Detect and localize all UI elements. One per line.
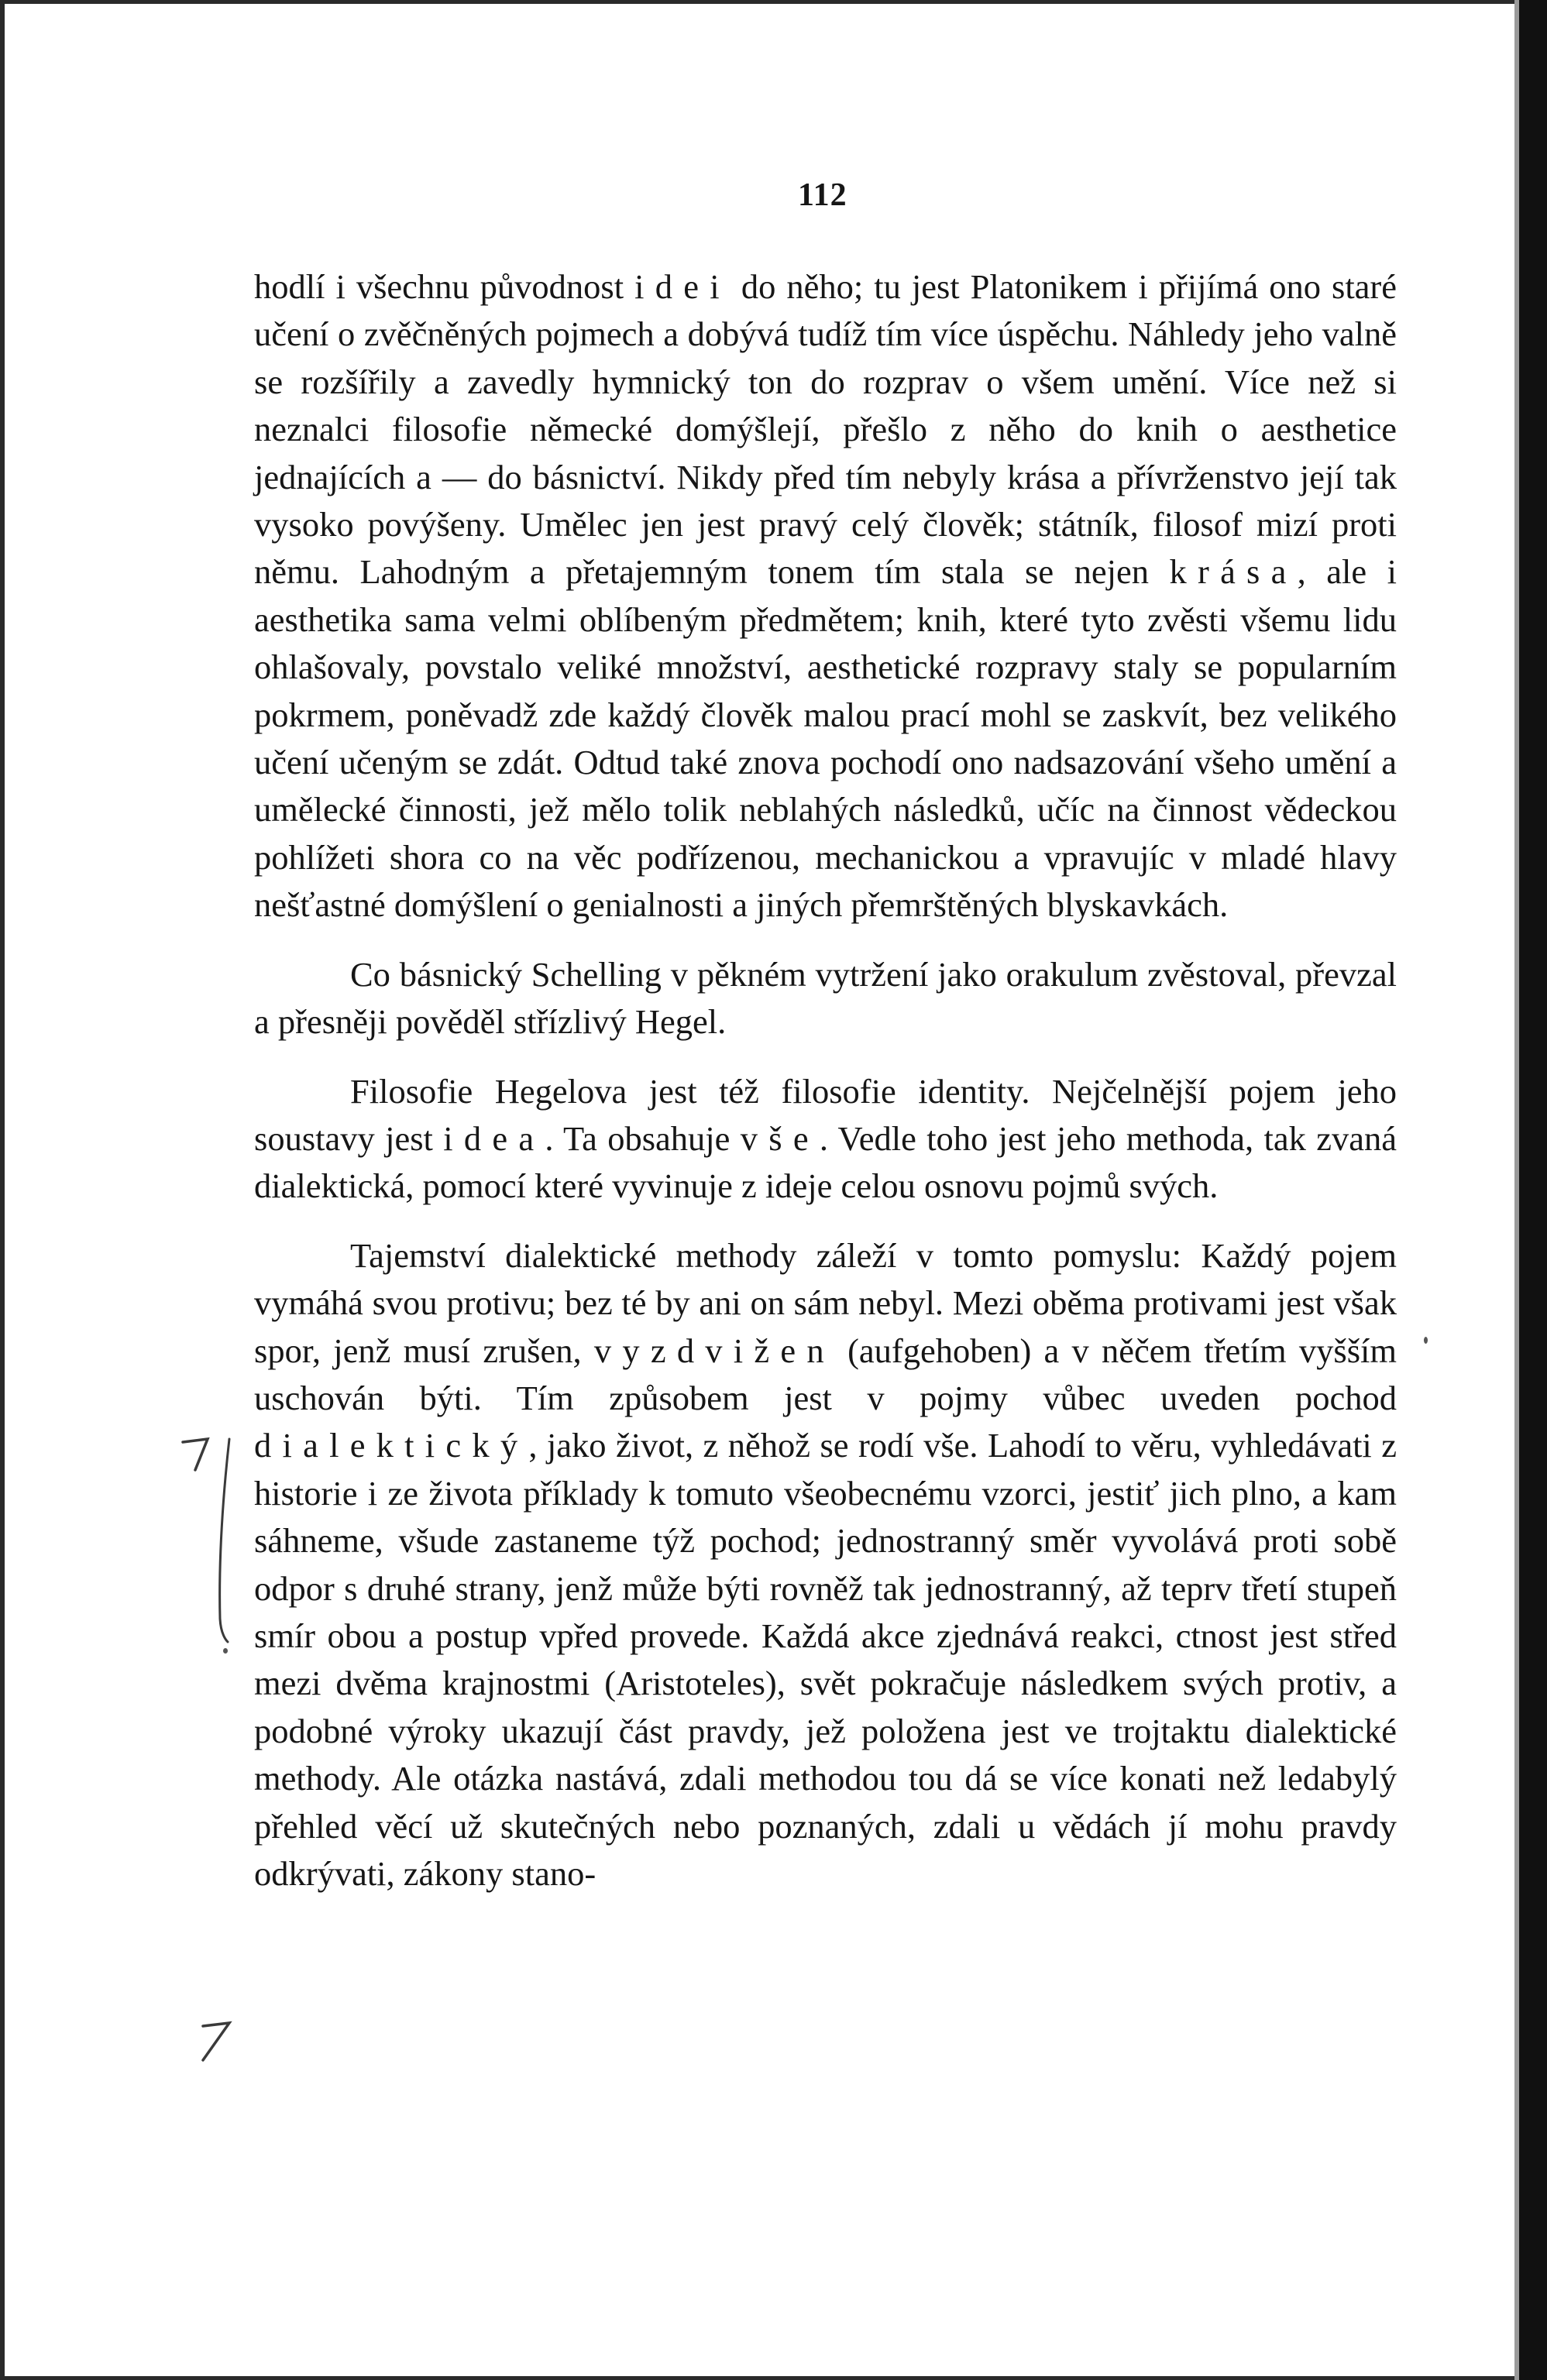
paragraph-2 xyxy=(254,951,1397,1046)
emphasis-spaced-text: dialektický xyxy=(254,1426,529,1465)
emphasis-spaced-text: krása xyxy=(1169,552,1298,592)
body-text xyxy=(254,263,1397,1897)
text-run: , ale i aesthetika sama velmi oblíbeným předmětem; knih, které tyto zvěsti všemu lidu ohlašovaly, povstalo veliké množství, aesthetické rozpravy staly se popularním pokrmem, poněvadž zde každý člověk malou prací mohl se zaskvít, bez velikého učení učeným se zdát. Odtud také znova pochodí ono nadsazování všeho umění a umělecké činnosti, jež mělo tolik neblahých následků, učíc na činnost vědeckou pohlížeti shora co na věc podřízenou, mechanickou a vpravujíc v mladé hlavy nešťastné domýšlení o genialnosti a jiných přemrštěných blyskavkách. xyxy=(254,552,1397,925)
text-run: , jako život, z něhož se rodí vše. Lahodí to věru, vyhledávati z historie i ze života příklady k tomuto všeobecnému vzorci, jestiť jich plno, a kam sáhneme, všude zastaneme týž pochod; jednostranný směr vyvolává proti sobě odpor s druhé strany, jenž může býti rovněž tak jednostranný, až teprv třetí stupeň smír obou a postup vpřed provede. Každá akce zjednává reakci, ctnost jest střed mezi dvěma krajnostmi (Aristoteles), svět pokračuje následkem svých protiv, a podobné výroky ukazují část pravdy, jež položena jest ve trojtaktu dialektické methody. Ale otázka nastává, zdali methodou tou dá se více konati než ledabylý přehled věcí už skutečných nebo poznaných, zdali u vědách jí mohu pravdy odkrývati, zákony stano- xyxy=(254,1426,1397,1893)
text-run: Tajemství dialektické methody záleží v tomto pomyslu: Každý pojem vymáhá svou protivu; bez té by ani on sám nebyl. Mezi oběma protivami jest však spor, jenž musí zrušen, xyxy=(254,1235,1397,1370)
text-run: Filosofie Hegelova jest též filosofie identity. Nejčelnější pojem jeho soustavy jest xyxy=(254,1071,1397,1158)
paragraph-1 xyxy=(254,263,1397,929)
paragraph-4 xyxy=(254,1232,1397,1898)
text-run: do něho; tu jest Platonikem i přijímá ono staré učení o zvěčněných pojmech a dobývá tudíž tím více úspěchu. Náhledy jeho valně se rozšířily a zavedly hymnický ton do rozprav o všem umění. Více než si neznalci filosofie německé domýšlejí, přešlo z něho do knih o aesthetice jednajících a — do básnictví. Nikdy před tím nebyly krása a přívrženstvo její tak vysoko povýšeny. Umělec jen jest pravý celý člověk; státník, filosof mizí proti němu. Lahodným a přetajemným tonem tím stala se nejen xyxy=(254,267,1397,592)
ink-speck-2 xyxy=(1424,1337,1428,1344)
page-edge-left xyxy=(0,0,5,2380)
emphasis-spaced-text: vše xyxy=(740,1118,820,1158)
emphasis-spaced-text: idei xyxy=(634,267,731,306)
page-edge-right xyxy=(1519,0,1547,2380)
pencil-bracket-line-icon xyxy=(220,1439,229,1642)
pencil-margin-marks xyxy=(0,0,263,2380)
emphasis-spaced-text: vyzdvižen xyxy=(593,1331,835,1370)
emphasis-spaced-text: idea xyxy=(443,1118,545,1158)
ink-speck xyxy=(223,1648,228,1654)
text-run: hodlí i všechnu původnost xyxy=(254,267,635,306)
text-run: Co básnický Schelling v pěkném vytržení jako orakulum zvěstoval, převzal a přesněji pověděl střízlivý Hegel. xyxy=(254,954,1397,1042)
pencil-seven-mark-icon-2 xyxy=(203,2023,229,2060)
text-run: . Ta obsahuje xyxy=(545,1118,741,1158)
text-run: (aufgehoben) a v něčem třetím vyšším uschován býti. Tím způsobem jest v pojmy vůbec uveden pochod xyxy=(254,1331,1397,1417)
paragraph-3 xyxy=(254,1068,1397,1211)
page-number: 112 xyxy=(798,177,847,213)
page-edge-bottom xyxy=(0,2376,1547,2380)
page-edge-top xyxy=(0,0,1547,4)
pencil-seven-mark-icon xyxy=(183,1439,208,1470)
text-run: . Vedle toho jest jeho methoda, tak zvaná dialektická, pomocí které vyvinuje z ideje celou osnovu pojmů svých. xyxy=(254,1118,1397,1206)
